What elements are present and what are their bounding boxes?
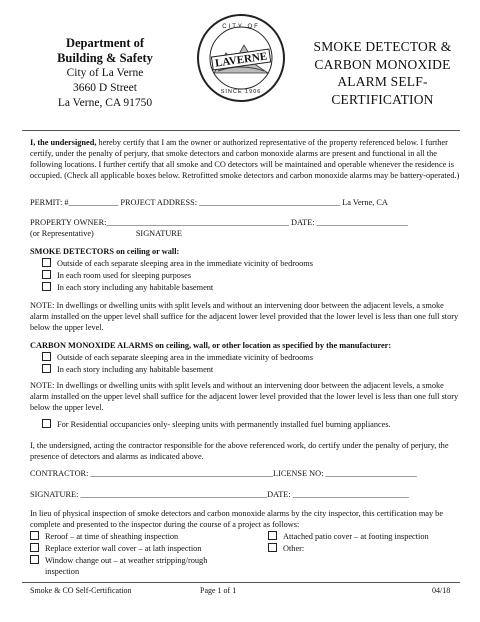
owner-sub-right: SIGNATURE <box>135 229 182 238</box>
form-title <box>295 38 470 108</box>
department-name-line1: Department of <box>65 36 145 50</box>
form-title-line: CARBON MONOXIDE <box>314 56 451 72</box>
checkbox-label: Reroof – at time of sheathing inspection <box>45 532 179 541</box>
checkbox[interactable] <box>30 555 39 564</box>
checkbox-label: Attached patio cover – at footing inspection <box>283 532 429 541</box>
department-name-line2: Building & Safety <box>57 51 153 65</box>
inspection-option-reroof[interactable] <box>30 531 178 542</box>
checkbox[interactable] <box>42 282 51 291</box>
smoke-note: NOTE: In dwellings or dwelling units with split levels and without an intervening door between the adjacent levels, a smoke alarm installed on the upper level shall suffice for the adjacent lower level provided that the lower level is less than one full story below the upper level. <box>30 301 459 332</box>
department-street: 3660 D Street <box>73 82 137 94</box>
form-title-line: ALARM SELF- <box>337 74 428 89</box>
checkbox-label: In each story including any habitable basement <box>57 365 214 374</box>
checkbox[interactable] <box>268 543 277 552</box>
inspection-option-exterior-wall[interactable] <box>30 543 201 554</box>
checkbox[interactable] <box>268 531 277 540</box>
inspection-option-other[interactable] <box>268 543 304 554</box>
footer-page-number: Page 1 of 1 <box>200 586 237 595</box>
checkbox[interactable] <box>42 419 51 428</box>
permit-address-line[interactable]: PERMIT: #____________ PROJECT ADDRESS: __________________________________ La Verne, CA <box>30 198 388 207</box>
checkbox[interactable] <box>30 531 39 540</box>
checkbox-label: Window change out – at weather stripping/rough <box>45 556 208 565</box>
checkbox-label: In each story including any habitable basement <box>57 283 214 292</box>
inspection-intro: In lieu of physical inspection of smoke detectors and carbon monoxide alarms by the city inspector, this certification may be complete and presented to the inspector during the course of a project as follows: <box>30 509 444 529</box>
checkbox-label: For Residential occupancies only- sleeping units with permanently installed fuel burning appliances. <box>57 420 391 429</box>
department-city: City of La Verne <box>66 67 144 79</box>
city-seal-logo <box>196 13 286 103</box>
checkbox-label: Outside of each separate sleeping area in the immediate vicinity of bedrooms <box>57 353 313 362</box>
checkbox-label: In each room used for sleeping purposes <box>57 271 192 280</box>
checkbox-label: Outside of each separate sleeping area in the immediate vicinity of bedrooms <box>57 259 313 268</box>
seal-name: LAVERNE <box>214 50 268 70</box>
co-option-sleeping-area[interactable] <box>42 352 313 363</box>
co-note: NOTE: In dwellings or dwelling units with split levels and without an intervening door between the adjacent levels, a smoke alarm installed on the upper level shall suffice for the adjacent lower level provided that the lower level is less than one full story below the upper level. <box>30 381 459 412</box>
smoke-option-sleeping-area[interactable] <box>42 258 313 269</box>
footer-revision-date: 04/18 <box>432 586 451 595</box>
seal-bottom-text: SINCE 1906 <box>220 89 262 95</box>
checkbox-label: Replace exterior wall cover – at lath inspection <box>45 544 202 553</box>
checkbox[interactable] <box>42 270 51 279</box>
checkbox-label: Other: <box>283 544 305 553</box>
department-city-state-zip: La Verne, CA 91750 <box>57 97 153 109</box>
owner-sub-left: (or Representative) <box>30 229 94 238</box>
intro-lead: I, the undersigned, <box>30 138 97 147</box>
property-owner-line[interactable]: PROPERTY OWNER:____________________________________________ DATE: ______________________ <box>30 218 408 227</box>
form-title-line: SMOKE DETECTOR & <box>313 39 452 54</box>
smoke-option-each-room[interactable] <box>42 270 191 281</box>
co-alarms-heading: CARBON MONOXIDE ALARMS on ceiling, wall, or other location as specified by the manufacturer: <box>30 341 392 350</box>
header-divider <box>22 130 460 131</box>
footer-divider <box>22 582 460 583</box>
inspection-option-patio[interactable] <box>268 531 429 542</box>
intro-paragraph <box>30 137 460 181</box>
inspection-option-window[interactable] <box>30 555 207 566</box>
inspection-option-window-cont: inspection <box>45 567 80 576</box>
checkbox[interactable] <box>42 352 51 361</box>
owner-sub-labels <box>30 228 460 239</box>
contractor-license-line[interactable]: CONTRACTOR: ____________________________________________LICENSE NO: ______________________ <box>30 469 417 478</box>
contractor-statement: I, the undersigned, acting the contractor responsible for the above referenced work, do certify under the penalty of perjury, the presence of detectors and alarms as indicated above. <box>30 441 449 461</box>
department-block <box>20 36 190 111</box>
smoke-detectors-heading: SMOKE DETECTORS on ceiling or wall: <box>30 247 180 256</box>
seal-top-text: CITY OF <box>222 24 260 30</box>
co-option-residential[interactable] <box>42 419 391 430</box>
smoke-option-each-story[interactable] <box>42 282 213 293</box>
footer-form-name: Smoke & CO Self-Certification <box>30 586 132 595</box>
co-option-each-story[interactable] <box>42 364 213 375</box>
checkbox[interactable] <box>42 258 51 267</box>
checkbox[interactable] <box>30 543 39 552</box>
intro-body: hereby certify that I am the owner or authorized representative of the property referenced below. I further certify, under the penalty of perjury, that smoke detectors and carbon monoxide alarms are present and functional in all the following locations. I further certify that all smoke and CO detectors will be maintained and operable whenever the residence is occupied. (Check all applicable boxes below. Retrofitted smoke detectors and carbon monoxide alarms may be battery-operated.) <box>30 138 460 180</box>
checkbox[interactable] <box>42 364 51 373</box>
signature-date-line[interactable]: SIGNATURE: _____________________________________________DATE: ____________________________ <box>30 490 409 499</box>
form-title-line: CERTIFICATION <box>331 91 434 107</box>
